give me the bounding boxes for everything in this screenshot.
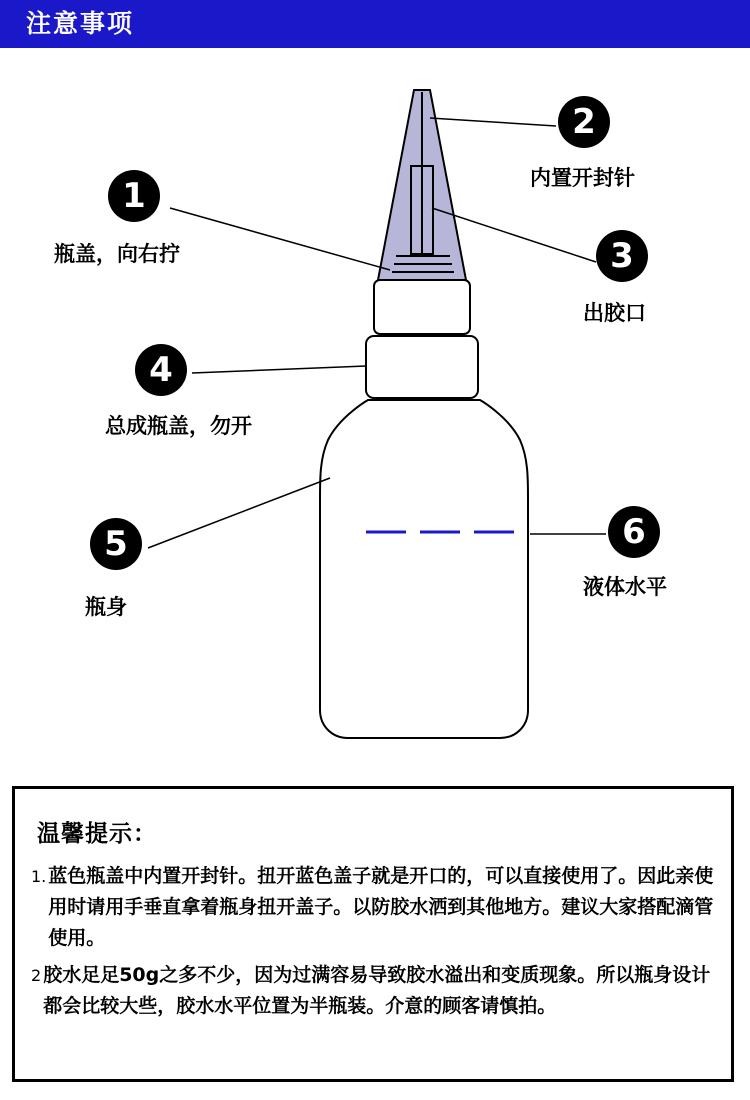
callout-label-1: 瓶盖，向右拧: [54, 242, 180, 266]
callout-badge-3: 3: [596, 230, 648, 282]
cap-collar-lower: [366, 336, 478, 398]
page-title: 注意事项: [26, 9, 135, 38]
product-diagram: [0, 48, 750, 778]
tip-text: 胶水足足50g之多不少，因为过满容易导致胶水溢出和变质现象。所以瓶身设计都会比较大些，胶水水平位置为半瓶装。介意的顾客请慎拍。: [43, 964, 711, 1017]
bottle-body-shape: [320, 400, 528, 738]
tips-title: 温馨提示：: [37, 821, 157, 847]
tip-text: 蓝色瓶盖中内置开封针。扭开蓝色盖子就是开口的，可以直接使用了。因此亲使用时请用手垂直拿着瓶身扭开盖子。以防胶水洒到其他地方。建议大家搭配滴管使用。: [48, 865, 714, 949]
callout-badge-4: 4: [135, 344, 187, 396]
callout-label-2: 内置开封针: [530, 166, 635, 190]
tip-number: 1.: [31, 867, 47, 886]
callout-badge-1: 1: [108, 170, 160, 222]
callout-badge-2: 2: [558, 96, 610, 148]
cap-collar-upper: [374, 280, 470, 334]
tips-list: [31, 861, 721, 1028]
tips-box: [12, 786, 734, 1082]
tip-number: 2: [31, 966, 42, 985]
callout-badge-5: 5: [90, 518, 142, 570]
callout-label-4: 总成瓶盖，勿开: [105, 414, 252, 438]
callout-label-6: 液体水平: [583, 575, 667, 599]
callout-label-3: 出胶口: [583, 301, 646, 325]
list-item: [31, 960, 721, 1022]
callout-badge-6: 6: [608, 506, 660, 558]
list-item: [31, 861, 721, 954]
callout-label-5: 瓶身: [85, 595, 127, 619]
